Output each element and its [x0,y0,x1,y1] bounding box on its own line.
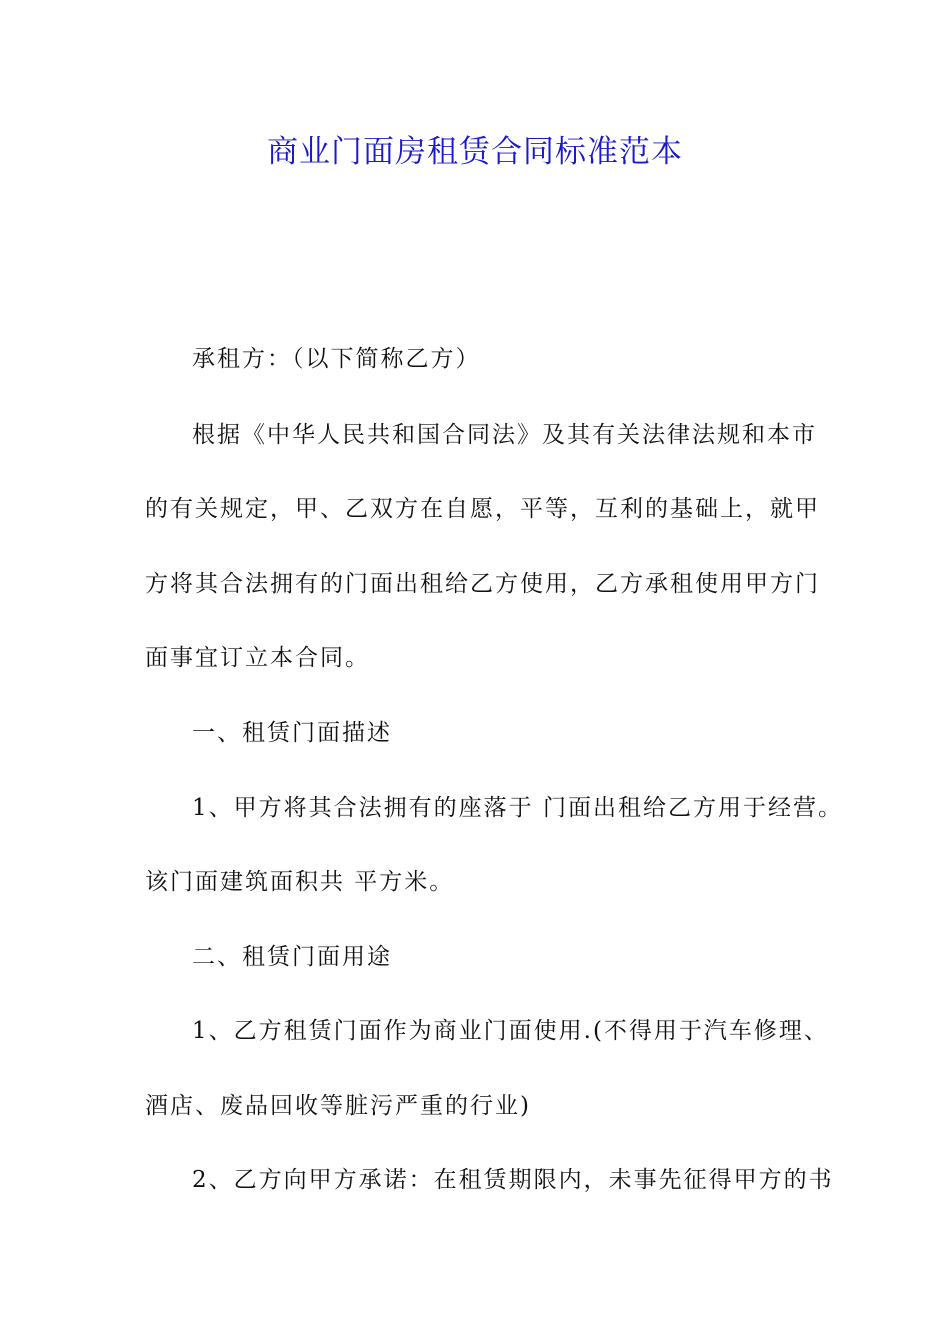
clause-2-1-line-1: 1、乙方租赁门面作为商业门面使用.(不得用于汽车修理、 [192,1018,829,1044]
paragraph-basis-line-1: 根据《中华人民共和国合同法》及其有关法律法规和本市 [192,422,817,448]
section-heading-1: 一、租赁门面描述 [192,720,392,746]
clause-2-1-line-2: 酒店、废品回收等脏污严重的行业) [145,1093,531,1119]
paragraph-basis-line-3: 方将其合法拥有的门面出租给乙方使用，乙方承租使用甲方门 [145,571,820,597]
paragraph-basis-line-2: 的有关规定，甲、乙双方在自愿，平等，互利的基础上，就甲 [145,496,820,522]
clause-1-1-line-2: 该门面建筑面积共 平方米。 [145,869,455,895]
paragraph-lessee: 承租方：（以下简称乙方） [192,346,481,372]
clause-2-2-line-1: 2、乙方向甲方承诺：在租赁期限内，未事先征得甲方的书 [192,1167,834,1193]
paragraph-basis-line-4: 面事宜订立本合同。 [145,645,370,671]
clause-1-1-line-1: 1、甲方将其合法拥有的座落于 门面出租给乙方用于经营。 [192,795,843,821]
document-title: 商业门面房租赁合同标准范本 [267,134,683,170]
section-heading-2: 二、租赁门面用途 [192,944,392,970]
